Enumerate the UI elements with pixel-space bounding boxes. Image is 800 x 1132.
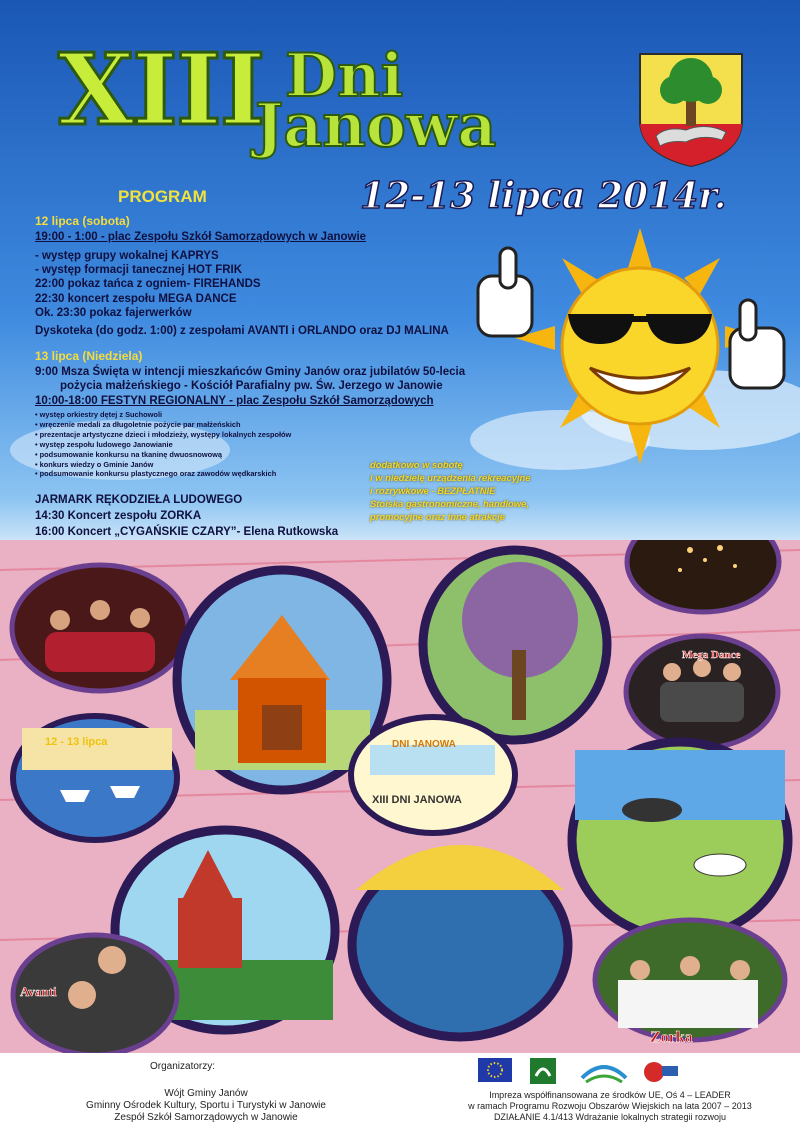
day1-line-1: 19:00 - 1:00 - plac Zespołu Szkół Samorządowych w Janowie <box>35 231 367 243</box>
eu-flag-icon <box>478 1058 512 1086</box>
extra-line: dodatkowo w sobotę <box>370 459 463 470</box>
program-heading: PROGRAM <box>118 187 207 206</box>
extra-line: promocyjne oraz inne atrakcje <box>370 511 505 522</box>
day1-line-7: Dyskoteka (do godz. 1:00) z zespołami AVANTI i ORLANDO oraz DJ MALINA <box>35 325 449 337</box>
day2-festyn: 10:00-18:00 FESTYN REGIONALNY - plac Zespołu Szkół Samorządowych <box>35 395 434 407</box>
extra-line: i rozrywkowe - BEZPŁATNIE <box>370 485 496 496</box>
organizer-line: Zespół Szkół Samorządowych w Janowie <box>114 1112 298 1123</box>
list-item: • konkurs wiedzy o Gminie Janów <box>35 460 291 470</box>
fair-line: JARMARK RĘKODZIEŁA LUDOWEGO <box>35 494 243 506</box>
lgd-logo-icon <box>580 1058 628 1086</box>
drawing-title-bottom: XIII DNI JANOWA <box>372 794 462 806</box>
funding-line: Impreza współfinansowana ze środków UE, Oś 4 – LEADER <box>489 1090 731 1100</box>
extra-line: Stoiska gastronomiczne, handlowe, <box>370 498 529 509</box>
concert-zorka: 14:30 Koncert zespołu ZORKA <box>35 510 202 522</box>
coat-of-arms-icon <box>636 50 746 168</box>
list-item: • występ orkiestry dętej z Suchowoli <box>35 410 291 420</box>
day1-line-3: - występ formacji tanecznej HOT FRIK <box>35 264 243 276</box>
list-item: • występ zespołu ludowego Janowianie <box>35 440 291 450</box>
caption-mega-dance: Mega Dance <box>682 649 741 661</box>
drawing-title-top: DNI JANOWA <box>392 739 456 750</box>
day2-mass-line-2: pożycia małżeńskiego - Kościół Parafialny pw. Św. Jerzego w Janowie <box>60 380 443 392</box>
list-item: • podsumowanie konkursu plastycznego oraz zawodów wędkarskich <box>35 469 291 479</box>
day2-mass-line-1: 9:00 Msza Święta w intencji mieszkańców Gminy Janów oraz jubilatów 50-lecia <box>35 366 466 378</box>
title-line2: Janowa <box>255 91 497 161</box>
drawing-date-text: 12 - 13 lipca <box>45 736 108 748</box>
prow-logo-icon <box>640 1058 680 1086</box>
list-item: • wręczenie medali za długoletnie pożycie par małżeńskich <box>35 420 291 430</box>
organizers-heading: Organizatorzy: <box>150 1061 216 1072</box>
concert-cyganskie: 16:00 Koncert „CYGAŃSKIE CZARY”- Elena Rutkowska <box>35 526 339 538</box>
extra-attractions <box>370 458 600 523</box>
funding-info <box>420 1090 800 1123</box>
day1-line-6: Ok. 23:30 pokaz fajerwerków <box>35 307 192 319</box>
title-line1: Dni <box>285 41 404 111</box>
sun-icon <box>470 228 790 468</box>
funding-line: DZIAŁANIE 4.1/413 Wdrażanie lokalnych strategii rozwoju <box>493 1112 727 1122</box>
day2-label: 13 lipca (Niedziela) <box>35 349 143 363</box>
caption-zorka: Zorka <box>650 1029 693 1046</box>
event-date: 12-13 lipca 2014r. <box>360 175 727 217</box>
list-item: • prezentacje artystyczne dzieci i młodzieży, występy lokalnych zespołów <box>35 430 291 440</box>
organizer-line: Wójt Gminy Janów <box>164 1088 248 1099</box>
organizers <box>56 1088 356 1124</box>
title-roman: XIII <box>58 33 264 148</box>
extra-line: i w niedzielę urządzenia rekreacyjne <box>370 472 531 483</box>
day1-line-2: - występ grupy wokalnej KAPRYS <box>35 250 219 262</box>
day1-line-4: 22:00 pokaz tańca z ogniem- FIREHANDS <box>35 278 261 290</box>
festyn-items <box>35 410 291 479</box>
list-item: • podsumowanie konkursu na tkaninę dwuosnowową <box>35 450 291 460</box>
day1-label: 12 lipca (sobota) <box>35 214 130 228</box>
organizer-line: Gminny Ośrodek Kultury, Sportu i Turystyki w Janowie <box>86 1100 326 1111</box>
caption-avanti: Avanti <box>20 984 57 999</box>
funding-line: w ramach Programu Rozwoju Obszarów Wiejskich na lata 2007 – 2013 <box>468 1101 752 1111</box>
leader-logo-icon <box>530 1058 556 1086</box>
day1-line-5: 22:30 koncert zespołu MEGA DANCE <box>35 293 237 305</box>
